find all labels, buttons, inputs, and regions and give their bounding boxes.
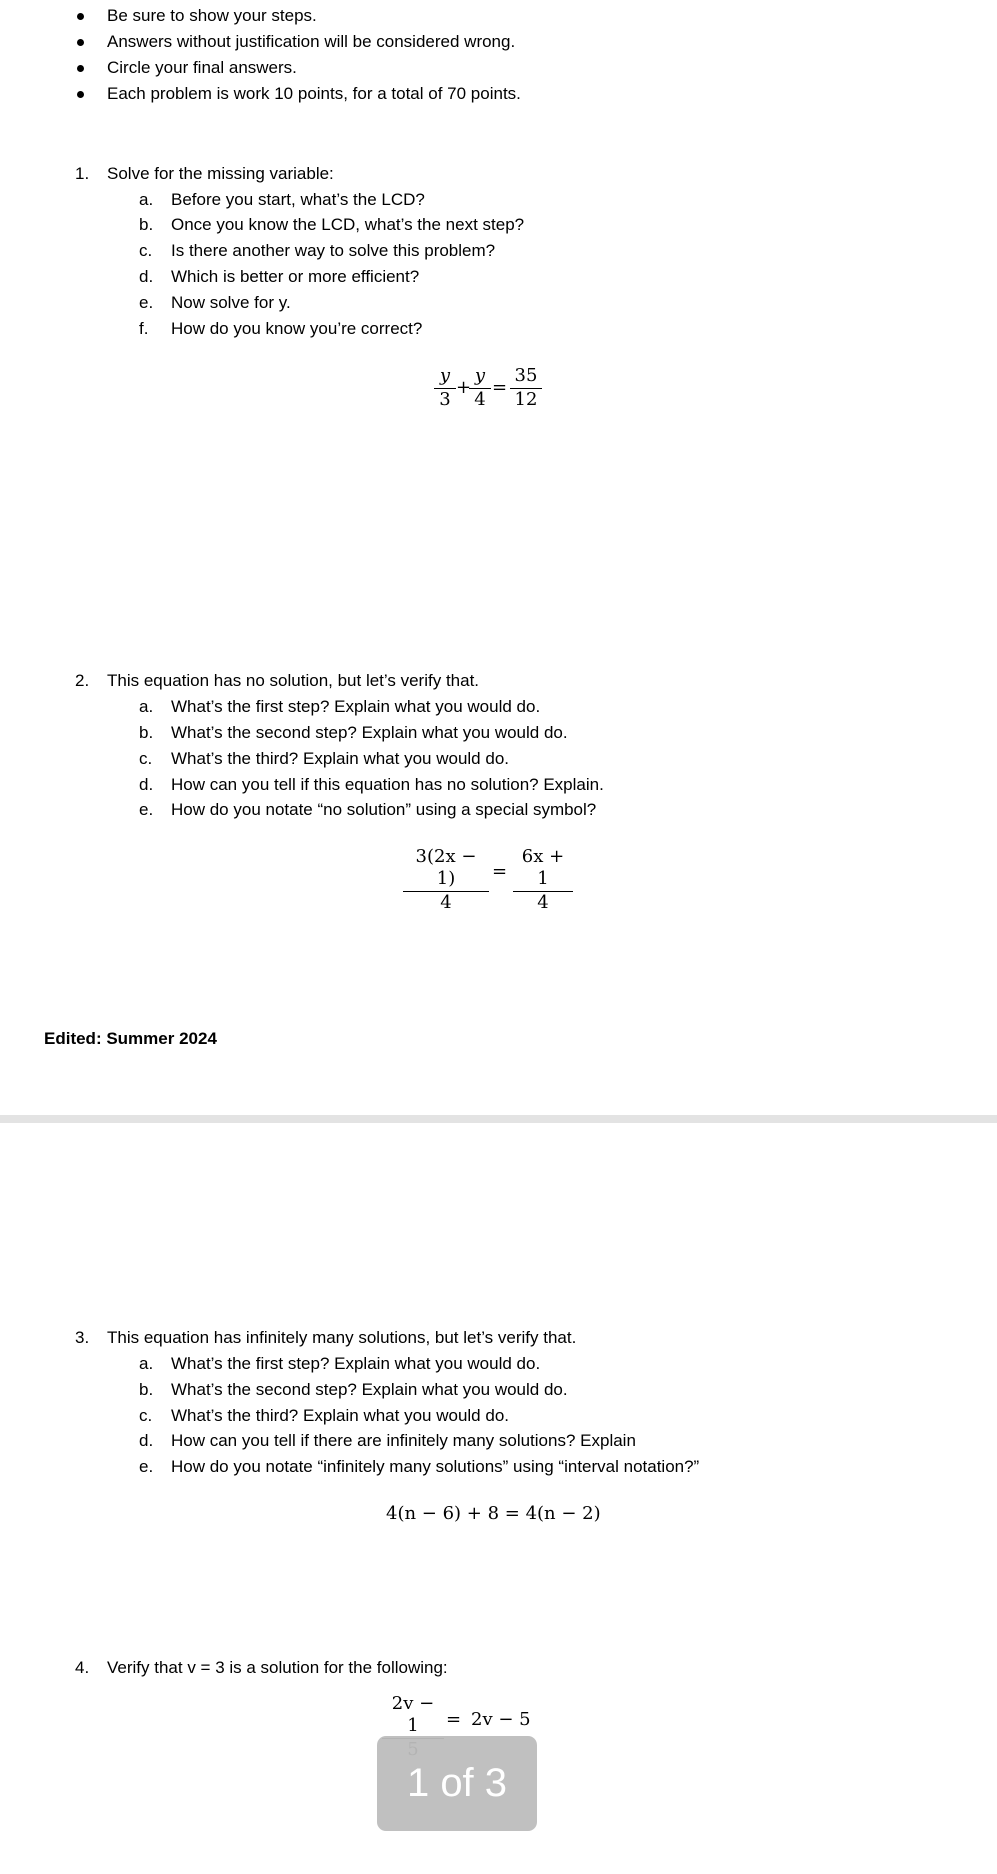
part-text: What’s the first step? Explain what you would do.	[171, 1354, 541, 1373]
problem-prompt: Solve for the missing variable:	[107, 164, 334, 183]
problem-prompt: This equation has no solution, but let’s verify that.	[107, 671, 480, 690]
part-label: b.	[139, 723, 154, 742]
part-text: Now solve for y.	[171, 293, 291, 312]
part-label: c.	[139, 241, 153, 260]
part-label: c.	[139, 1406, 153, 1425]
numerator: y	[474, 365, 486, 386]
denominator: 4	[537, 892, 549, 913]
part-text: How do you notate “infinitely many solutions” using “interval notation?”	[171, 1457, 700, 1476]
part-text: What’s the first step? Explain what you would do.	[171, 697, 541, 716]
part-text: How can you tell if there are infinitely many solutions? Explain	[171, 1431, 636, 1450]
numerator: 3(2x − 1)	[403, 846, 489, 892]
part-label: e.	[139, 293, 154, 312]
instruction-item: Each problem is work 10 points, for a total of 70 points.	[107, 84, 521, 103]
equation-3: 4(n − 6) + 8 = 4(n − 2)	[386, 1503, 601, 1524]
part-text: What’s the second step? Explain what you would do.	[171, 1380, 568, 1399]
operator: =	[446, 1709, 462, 1730]
fraction	[469, 365, 491, 411]
page-indicator: 1 of 3	[377, 1736, 537, 1831]
part-label: e.	[139, 800, 154, 819]
instruction-item: Answers without justification will be considered wrong.	[107, 32, 516, 51]
edited-footer: Edited: Summer 2024	[44, 1029, 217, 1048]
part-text: Before you start, what’s the LCD?	[171, 190, 425, 209]
bullet-icon	[77, 39, 84, 46]
problem-prompt: Verify that v = 3 is a solution for the following:	[107, 1658, 448, 1677]
part-label: a.	[139, 697, 154, 716]
page-separator	[0, 1115, 997, 1123]
numerator: 6x + 1	[513, 846, 573, 892]
part-text: Is there another way to solve this problem?	[171, 241, 496, 260]
problem-prompt: This equation has infinitely many solutions, but let’s verify that.	[107, 1328, 577, 1347]
numerator: 2v − 1	[382, 1693, 444, 1739]
numerator: y	[439, 365, 451, 386]
bullet-icon	[77, 91, 84, 98]
part-label: d.	[139, 1431, 154, 1450]
part-label: d.	[139, 267, 154, 286]
part-label: a.	[139, 1354, 154, 1373]
part-text: Which is better or more efficient?	[171, 267, 420, 286]
part-label: a.	[139, 190, 154, 209]
instruction-item: Be sure to show your steps.	[107, 6, 317, 25]
part-text: How do you notate “no solution” using a special symbol?	[171, 800, 597, 819]
fraction	[513, 846, 573, 914]
part-text: What’s the third? Explain what you would do.	[171, 749, 509, 768]
operator: =	[492, 377, 508, 398]
part-text: What’s the second step? Explain what you would do.	[171, 723, 568, 742]
bullet-icon	[77, 65, 84, 72]
part-label: c.	[139, 749, 153, 768]
bullet-icon	[77, 13, 84, 20]
part-label: d.	[139, 775, 154, 794]
operator: +	[456, 377, 472, 398]
fraction	[403, 846, 489, 914]
problem-number: 1.	[75, 164, 90, 183]
equation-rhs: 2v − 5	[471, 1709, 531, 1730]
problem-number: 4.	[75, 1658, 90, 1677]
denominator: 4	[474, 389, 486, 410]
fraction	[434, 365, 456, 411]
fraction	[510, 365, 542, 411]
part-label: f.	[139, 319, 149, 338]
denominator: 12	[514, 389, 538, 410]
part-text: How do you know you’re correct?	[171, 319, 423, 338]
operator: =	[492, 861, 508, 882]
problem-number: 3.	[75, 1328, 90, 1347]
problem-number: 2.	[75, 671, 90, 690]
numerator: 35	[510, 365, 542, 389]
denominator: 4	[440, 892, 452, 913]
part-label: b.	[139, 215, 154, 234]
part-text: How can you tell if this equation has no solution? Explain.	[171, 775, 604, 794]
part-text: Once you know the LCD, what’s the next step?	[171, 215, 525, 234]
part-label: b.	[139, 1380, 154, 1399]
instruction-item: Circle your final answers.	[107, 58, 297, 77]
part-text: What’s the third? Explain what you would do.	[171, 1406, 509, 1425]
denominator: 3	[439, 389, 451, 410]
part-label: e.	[139, 1457, 154, 1476]
